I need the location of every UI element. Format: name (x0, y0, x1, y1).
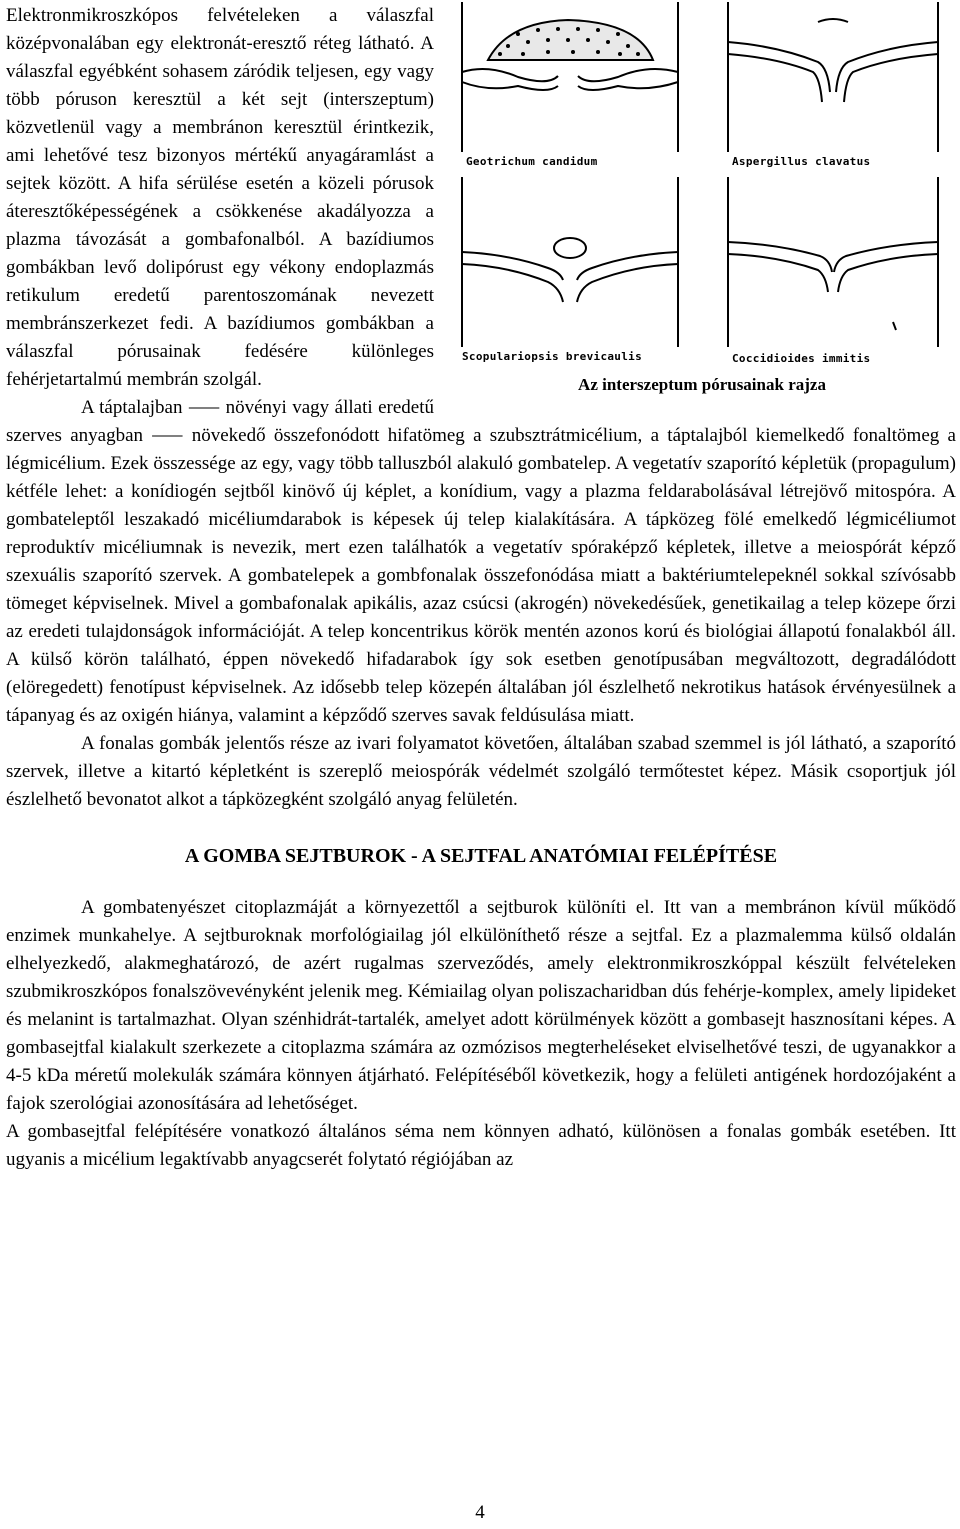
panel-coccidioides (728, 177, 938, 347)
document-page (6, 2, 956, 1174)
paragraph-septum: Elektronmikroszkópos felvételeken a válaszfal középvonalában egy elektronát-eresztő réteg látható. A válaszfal egyébként sohasem záródik teljesen, egy vagy több póruson keresztül a két sejt (interszeptum) közvetlenül vagy a membránon keresztül érintkezik, ami lehetővé tesz bizonyos mértékű anyagáramlást a sejtek között. A hifa sérülése esetén a közeli pórusok áteresztőképességének a csökkenése akadályozza a plazma távozását a gombafonalból. A bazídiumos gombákban levő dolipórust egy vékony endoplazmás retikulum eredetű parentoszomának nevezett membránszerkezet fedi. A bazídiumos gombákban a válaszfal pórusainak fedésére különleges fehérjetartalmú membrán szolgál. (6, 5, 434, 390)
paragraph-mycelium: A táptalajban ⸺ növényi vagy állati eredetű szerves anyagban ⸺ növekedő összefonódott hifatömeg a szubsztrátmicélium, a táptalajból kiemelkedő fonaltömeg a légmicélium. Ezek összessége az egy, vagy több talluszból alakuló gombatelep. A vegetatív szaporító képletük (propagulum) kétféle lehet: a konídiogén sejtből kinövő új képlet, a konídium, vagy a plazma feldarabolásával létrejövő mitospóra. A gombateleptől leszakadó micéliumdarabok is képesek új telep kialakítására. A tápközeg fölé emelkedő légmicéliumot reproduktív micéliumnak is nevezik, mert ezen találhatók a vegetatív spóraképző képletek, illetve a meiospórát képző szexuális szaporító szervek. A gombatelepek a gombfonalak összefonódása miatt a baktériumtelepeknél sokkal szívósabb tömeget képviselnek. Mivel a gombafonalak apikális, azaz csúcsi (akrogén) növekedésűek, genetikailag a telep közepe őrzi az eredeti tulajdonságok információját. A telep koncentrikus körök mentén azonos korú és biológiai állapotú fonalakból áll. A külső körön található, éppen növekedő hifadarabok így sok esetben genotípusában megváltozott, degradálódott (elöregedett) fenotípust képviselnek. Az idősebb telep közepén általában jól észlelhető nekrotikus hatások érvényesülnek a tápanyag és az oxigén hiánya, valamint a képződő szerves savak feldúsulása miatt. (6, 397, 956, 726)
septum-pore-drawing (448, 2, 956, 372)
page-number: 4 (475, 1502, 485, 1523)
figure-caption: Az interszeptum pórusainak rajza (578, 375, 826, 394)
paragraph-cell-envelope: A gombatenyészet citoplazmáját a környezettől a sejtburok különíti el. Itt van a membránon kívül működő enzimek munkahelye. A sejtburoknak morfológiailag jól elkülöníthető része a sejtfal. Ez a plazmalemma külső oldalán elhelyezkedő, alakmeghatározó, de azért rugalmas szerveződés, amely elektronmikroszkóppal készült felvételeken szubmikroszkópos fonalszövevényként jelenik meg. Kémiailag olyan poliszacharidban dús fehérje-komplex, amely lipideket és melanint is tartalmazhat. Olyan szénhidrát-tartalék, amelyet adott körülmények között a gombasejt hasznosítani képes. A gombasejtfal kialakult szerkezete a citoplazma számára az ozmózisos megterheléseket elviselhetővé teszi, de ugyanakkor a 4-5 kDa méretű molekulák számára könnyen átjárható. Felépítéséből következik, hogy a felületi antigének hordozójaként a fajok szerológiai azonosítására ad lehetőséget. (6, 897, 956, 1114)
panel-scopulariopsis (462, 177, 678, 347)
panel-geotrichum (462, 2, 678, 152)
paragraph-cell-wall-scheme: A gombasejtfal felépítésére vonatkozó általános séma nem könnyen adható, különösen a fonalas gombák esetében. Itt ugyanis a micélium legaktívabb anyagcserét folytató régiójában az (6, 1121, 956, 1170)
species-label-aspergillus: Aspergillus clavatus (732, 155, 871, 168)
species-label-scopulariopsis: Scopulariopsis brevicaulis (462, 350, 642, 363)
septum-pore-figure (448, 2, 956, 400)
species-label-coccidioides: Coccidioides immitis (732, 352, 871, 365)
species-label-geotrichum: Geotrichum candidum (466, 155, 598, 168)
section-heading: A GOMBA SEJTBUROK - A SEJTFAL ANATÓMIAI FELÉPÍTÉSE (184, 845, 778, 867)
paragraph-fruiting-body: A fonalas gombák jelentős része az ivari folyamatot követően, általában szabad szemmel is jól látható, a szaporító szervek, illetve a kitartó képletként is szereplő meiospórák védelmét szolgáló termőtestet képez. Másik csoportjuk jól észlelhető bevonatot alkot a tápközegként szolgáló anyag felületén. (6, 733, 956, 810)
panel-aspergillus (728, 2, 938, 152)
